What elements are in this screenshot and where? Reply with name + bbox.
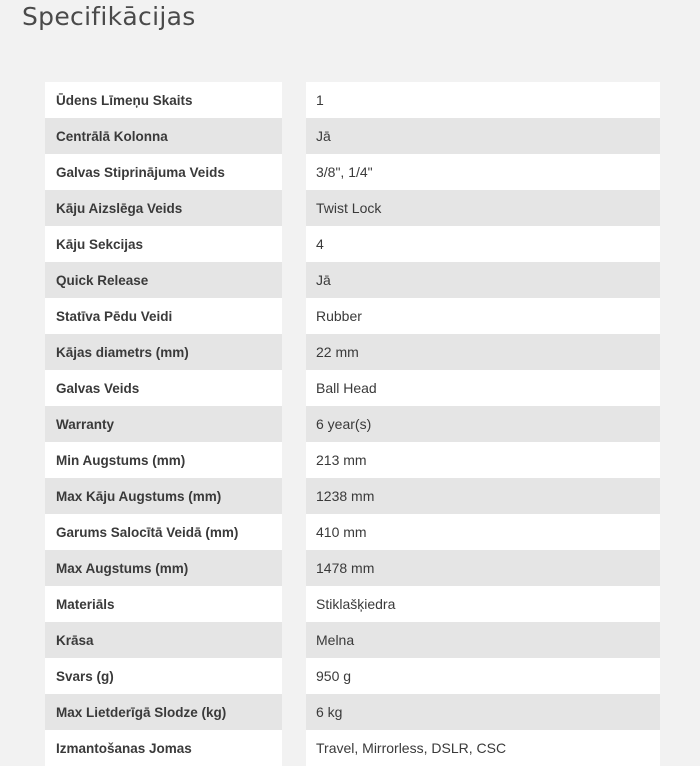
page-title: Specifikācijas — [22, 2, 196, 31]
spec-label: Galvas Stiprinājuma Veids — [45, 154, 282, 190]
spec-value: 213 mm — [306, 442, 660, 478]
spec-label: Kāju Aizslēga Veids — [45, 190, 282, 226]
spec-value: 6 kg — [306, 694, 660, 730]
spec-row — [45, 334, 660, 370]
spec-row — [45, 514, 660, 550]
spec-label: Min Augstums (mm) — [45, 442, 282, 478]
spec-label: Centrālā Kolonna — [45, 118, 282, 154]
spec-label: Kāju Sekcijas — [45, 226, 282, 262]
spec-value: Rubber — [306, 298, 660, 334]
spec-table — [45, 82, 660, 766]
spec-row — [45, 442, 660, 478]
spec-row — [45, 730, 660, 766]
spec-label: Izmantošanas Jomas — [45, 730, 282, 766]
spec-row — [45, 478, 660, 514]
spec-row — [45, 298, 660, 334]
spec-value: Twist Lock — [306, 190, 660, 226]
spec-value: 1 — [306, 82, 660, 118]
spec-label: Warranty — [45, 406, 282, 442]
spec-value: 1478 mm — [306, 550, 660, 586]
spec-label: Krāsa — [45, 622, 282, 658]
spec-row — [45, 406, 660, 442]
spec-value: Ball Head — [306, 370, 660, 406]
spec-row — [45, 262, 660, 298]
spec-value: 3/8", 1/4" — [306, 154, 660, 190]
spec-value: 410 mm — [306, 514, 660, 550]
spec-value: 1238 mm — [306, 478, 660, 514]
spec-row — [45, 154, 660, 190]
spec-label: Max Lietderīgā Slodze (kg) — [45, 694, 282, 730]
spec-value: Stiklašķiedra — [306, 586, 660, 622]
spec-label: Quick Release — [45, 262, 282, 298]
spec-row — [45, 118, 660, 154]
spec-value: 4 — [306, 226, 660, 262]
spec-label: Statīva Pēdu Veidi — [45, 298, 282, 334]
spec-value: Jā — [306, 118, 660, 154]
spec-row — [45, 82, 660, 118]
spec-row — [45, 370, 660, 406]
spec-label: Materiāls — [45, 586, 282, 622]
spec-value: 22 mm — [306, 334, 660, 370]
spec-row — [45, 658, 660, 694]
spec-label: Kājas diametrs (mm) — [45, 334, 282, 370]
spec-value: Melna — [306, 622, 660, 658]
spec-value: Travel, Mirrorless, DSLR, CSC — [306, 730, 660, 766]
spec-label: Max Augstums (mm) — [45, 550, 282, 586]
spec-value: Jā — [306, 262, 660, 298]
spec-row — [45, 586, 660, 622]
spec-value: 950 g — [306, 658, 660, 694]
spec-label: Max Kāju Augstums (mm) — [45, 478, 282, 514]
spec-label: Galvas Veids — [45, 370, 282, 406]
spec-row — [45, 622, 660, 658]
spec-label: Svars (g) — [45, 658, 282, 694]
spec-row — [45, 550, 660, 586]
spec-row — [45, 190, 660, 226]
spec-row — [45, 694, 660, 730]
spec-row — [45, 226, 660, 262]
spec-label: Ūdens Līmeņu Skaits — [45, 82, 282, 118]
spec-label: Garums Salocītā Veidā (mm) — [45, 514, 282, 550]
spec-value: 6 year(s) — [306, 406, 660, 442]
